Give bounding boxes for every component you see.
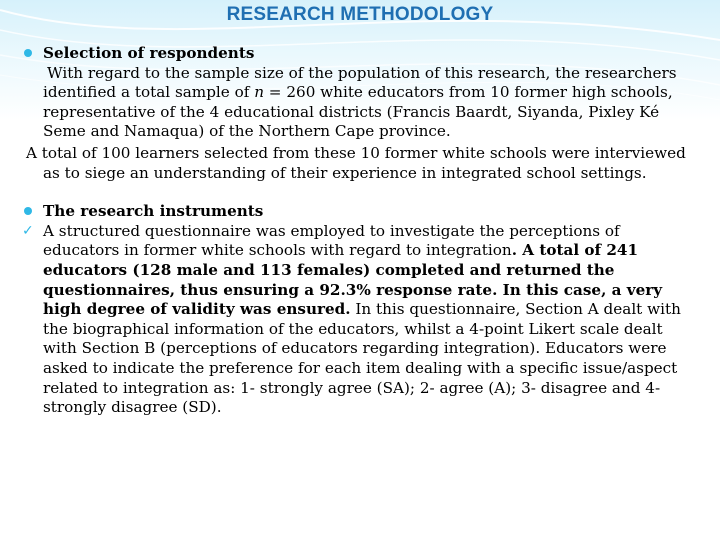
paragraph-learners: A total of 100 learners selected from these 10 former white schools were interviewed as to siege an understanding of their experience in integrated school settings. <box>26 143 686 182</box>
slide-content <box>22 44 694 418</box>
bullet-dot-icon <box>24 207 32 215</box>
bullet-selection-of-respondents <box>22 44 694 64</box>
slide-title: RESEARCH METHODOLOGY <box>226 4 494 25</box>
bullet-dot-icon <box>24 49 32 57</box>
bullet-research-instruments <box>22 202 694 222</box>
section-heading: The research instruments <box>43 202 264 221</box>
check-item-questionnaire: ✓ A structured questionnaire was employed to investigate the perceptions of educators in former white schools with regard to integration. A total of 241 educators (128 male and 113 females) completed and returned the questionnaires, thus ensuring a 92.3% response rate. In this case, a very high degree of validity was ensured. In this questionnaire, Section A dealt with the biographical information of the educators, whilst a 4-point Likert scale dealt with Section B (perceptions of educators regarding integration). Educators were asked to indicate the preference for each item dealing with a specific issue/aspect related to integration as: 1- strongly agree (SA); 2- agree (A); 3- disagree and 4- strongly disagree (SD). <box>22 221 681 417</box>
checkmark-icon: ✓ <box>22 222 34 239</box>
paragraph-sample-size: With regard to the sample size of the population of this research, the researchers identified a total sample of n = 260 white educators from 10 former high schools, representative of the 4 educational districts (Francis Baardt, Siyanda, Pixley Ké Seme and Namaqua) of the Northern Cape province. <box>43 63 677 141</box>
section-heading: Selection of respondents <box>43 44 255 62</box>
